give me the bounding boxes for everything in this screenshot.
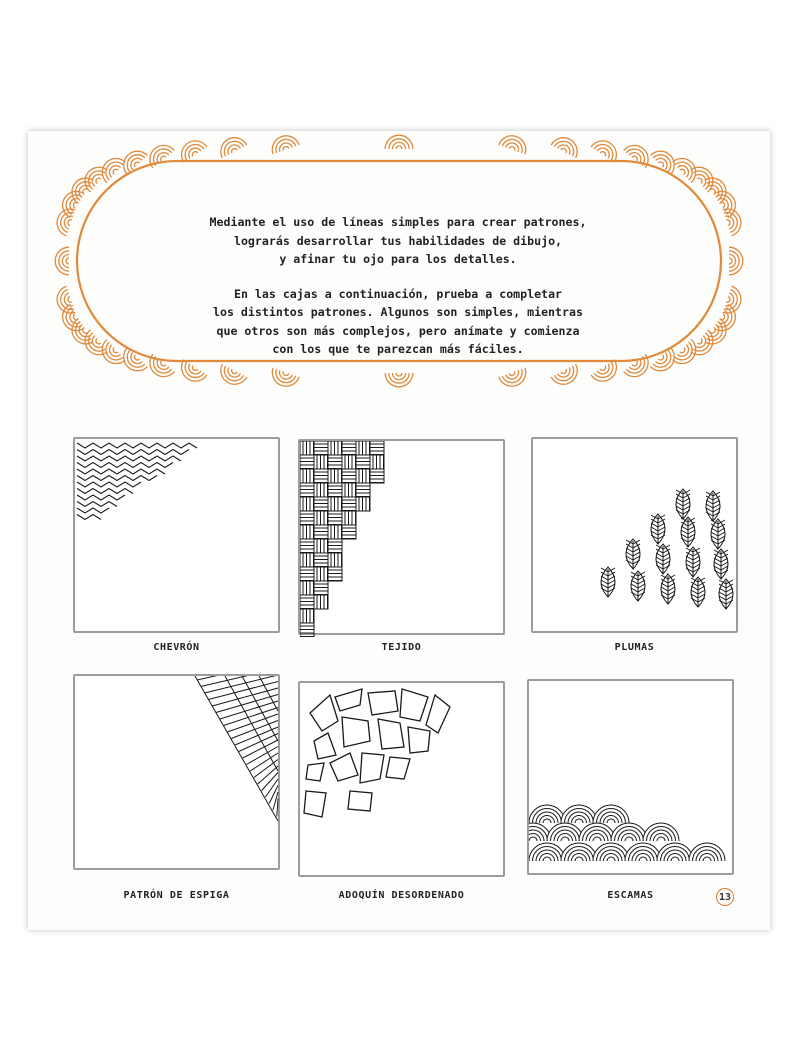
pattern-box-herringbone[interactable] <box>73 674 280 870</box>
scales-pattern-icon <box>529 681 736 877</box>
pattern-box-cobblestone[interactable] <box>298 681 505 877</box>
pattern-box-scales[interactable] <box>527 679 734 875</box>
pattern-grid <box>28 131 770 930</box>
intro-paragraph-2: En las cajas a continuación, prueba a completar los distintos patrones. Algunos son simples, mientras que otros son más complejos, pero anímate y comienza con los que te parezcan más fáciles. <box>213 286 583 356</box>
book-page <box>28 131 770 930</box>
pattern-box-chevron[interactable] <box>73 437 280 633</box>
weave-pattern-icon <box>300 441 507 637</box>
pattern-label-herringbone: PATRÓN DE ESPIGA <box>123 890 230 901</box>
pattern-label-weave: TEJIDO <box>381 642 422 653</box>
intro-paragraph-1: Mediante el uso de líneas simples para crear patrones, lograrás desarrollar tus habilidades de dibujo, y afinar tu ojo para los detalles. <box>209 215 587 266</box>
feathers-pattern-icon <box>533 439 740 635</box>
chevron-pattern-icon <box>75 439 282 635</box>
pattern-box-weave[interactable] <box>298 439 505 635</box>
pattern-label-cobblestone: ADOQUÍN DESORDENADO <box>338 890 465 901</box>
herringbone-pattern-icon <box>75 676 282 872</box>
pattern-label-scales: ESCAMAS <box>607 890 654 901</box>
pattern-label-feathers: PLUMAS <box>614 642 655 653</box>
pattern-box-feathers[interactable] <box>531 437 738 633</box>
page-number-badge: 13 <box>716 888 734 906</box>
pattern-label-chevron: CHEVRÓN <box>153 642 200 653</box>
cobblestone-pattern-icon <box>300 683 507 879</box>
